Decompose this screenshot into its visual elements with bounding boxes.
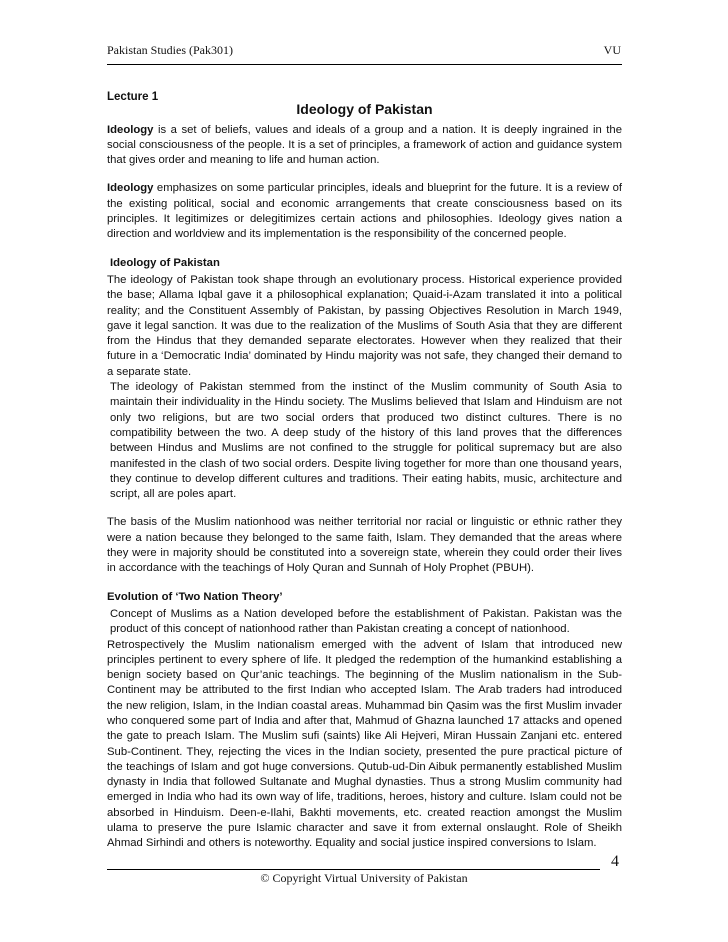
page-title: Ideology of Pakistan [296, 101, 433, 118]
intro-text-2: emphasizes on some particular principles, ideals and blueprint for the future. It is a review of the existing political, social and economic arrangements that create consciousness based on its principles. It legitimizes or delegitimizes certain actions and philosophies. Ideology gives nation a direction and worldview and its implementation is the responsibility of the concerned people. [107, 182, 622, 241]
lecture-label: Lecture 1 [107, 91, 159, 103]
header-course-title: Pakistan Studies (Pak301) [107, 43, 233, 57]
document-body [107, 90, 622, 852]
section1-paragraph-1: The ideology of Pakistan took shape through an evolutionary process. Historical experience provided the base; Allama Iqbal gave it a philosophical explanation; Quaid-i-Azam translated it into a political reality; and the Constituent Assembly of Pakistan, by passing Objectives Resolution in March 1949, gave it legal sanction. It was due to the realization of the Muslims of South Asia that they are different from the Hindus that they demanded separate electorates. However when they realized that their future in a ‘Democratic India’ dominated by Hindu majority was not safe, they changed their demand to a separate state. [107, 273, 622, 378]
footer-rule [107, 869, 600, 870]
section-heading-ideology: Ideology of Pakistan [110, 256, 220, 269]
section2-paragraph-2: Retrospectively the Muslim nationalism emerged with the advent of Islam that introduced new principles pertinent to every sphere of life. It pledged the redemption of the humankind establishing a benign society based on Qur’anic teachings. The beginning of the Muslim nationalism in the Sub-Continent may be attributed to the first Indian who accepted Islam. The Arab traders had introduced the new religion, Islam, in the Indian coastal areas. Muhammad bin Qasim was the first Muslim invader who conquered some part of India and after that, Mahmud of Ghazna launched 17 attacks and opened the gate to preach Islam. The Muslim sufi (saints) like Ali Hejveri, Miran Hussain Zanjani etc. entered Sub-Continent. They, rejecting the vices in the Indian society, presented the pure practical picture of the teachings of Islam and got huge conversions. Qutub-ud-Din Aibuk permanently established Muslim dynasty in India that followed Sultanate and Mughal dynasties. Thus a strong Muslim community had emerged in India who had its own way of life, traditions, heroes, history and culture. Islam could not be absorbed in Hinduism. Deen-e-Ilahi, Bakhti movements, etc. created reaction amongst the Muslim ulama to preserve the pure Islamic character and save it from external onslaught. Role of Sheikh Ahmad Sirhindi and others is noteworthy. Equality and social justice inspired conversions to Islam. [107, 638, 622, 850]
section1-paragraph-3: The basis of the Muslim nationhood was neither territorial nor racial or linguistic or ethnic rather they were a nation because they belonged to the same faith, Islam. They demanded that the areas where they were in majority should be constituted into a sovereign state, wherein they could order their lives in accordance with the teachings of Holy Quran and Sunnah of Holy Prophet (PBUH). [107, 516, 622, 575]
intro-paragraph-1 [107, 123, 622, 169]
page-number: 4 [611, 853, 619, 870]
intro-text-1: is a set of beliefs, values and ideals of a group and a nation. It is deeply ingrained in the social consciousness of the people. It is a set of principles, a framework of action and guidance system that gives order and meaning to life and human action. [107, 123, 622, 167]
header-institution: VU [603, 43, 621, 57]
section2-paragraph-1: Concept of Muslims as a Nation developed before the establishment of Pakistan. Pakistan was the product of this concept of nationhood rather than Pakistan creating a concept of nationhood. [110, 607, 622, 636]
intro-paragraph-2 [107, 181, 622, 242]
intro-term-1: Ideology [107, 123, 154, 136]
footer-copyright: © Copyright Virtual University of Pakistan [260, 871, 468, 885]
section-heading-two-nation-theory: Evolution of ‘Two Nation Theory’ [107, 590, 283, 603]
header-rule [107, 64, 622, 65]
intro-term-2: Ideology [107, 182, 154, 195]
section1-paragraph-2: The ideology of Pakistan stemmed from the instinct of the Muslim community of South Asia to maintain their individuality in the Hindu society. The Muslims believed that Islam and Hinduism are not only two religions, but are two social orders that produced two distinct cultures. There is no compatibility between the two. A deep study of the history of this land proves that the differences between Hindus and Muslims are not confined to the struggle for political supremacy but are also manifested in the clash of two social orders. Despite living together for more than one thousand years, they continue to develop different cultures and traditions. Their eating habits, music, architecture and script, all are poles apart. [110, 381, 622, 501]
